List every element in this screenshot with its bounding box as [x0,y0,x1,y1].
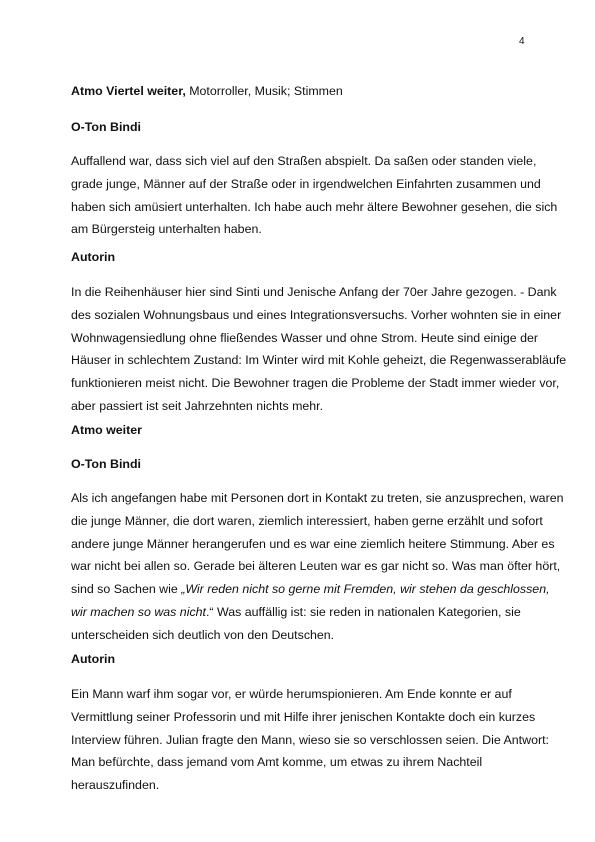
atmo-cue-1-description: Motorroller, Musik; Stimmen [185,84,343,98]
paragraph-line [71,601,551,624]
paragraph-line: war nicht bei allen so. Gerade bei älteren Leuten war es gar nicht so. Was man öfter hört, [71,559,561,574]
paragraph-line: des sozialen Wohnungsbaus und eines Integrationsversuchs. Vorher wohnten sie in einer [71,307,562,322]
quote-text: „Wir reden nicht so gerne mit Fremden, wir stehen da geschlossen, [181,582,550,597]
paragraph-text: sind so Sachen wie [71,582,182,597]
paragraph-line: Man befürchte, dass jemand vom Amt komme, um etwas zu ihrem Nachteil [71,755,483,770]
paragraph-1 [71,150,558,241]
paragraph-line: Interview führen. Julian fragte den Mann, wieso sie so verschlossen seien. Die Antwort: [71,732,549,747]
speaker-heading-1: O-Ton Bindi [71,120,141,134]
paragraph-line: Als ich angefangen habe mit Personen dort in Kontakt zu treten, sie anzusprechen, waren [71,491,564,505]
paragraph-line: aber passiert ist seit Jahrzehnten nichts mehr. [71,398,324,413]
paragraph-line: haben sich amüsiert unterhalten. Ich habe auch mehr ältere Bewohner gesehen, die sich [71,199,558,214]
paragraph-line: andere junge Männer herangerufen und es war eine ziemlich heitere Stimmung. Aber es [71,536,555,551]
atmo-cue-1 [71,80,551,103]
page-number: 4 [519,36,525,47]
speaker-heading-2: Autorin [71,250,116,264]
paragraph-line: Auffallend war, dass sich viel auf den Straßen abspielt. Da saßen oder standen viele, [71,154,537,168]
paragraph-line: unterscheiden sich deutlich von den Deutschen. [71,627,335,642]
paragraph-line: In die Reihenhäuser hier sind Sinti und Jenische Anfang der 70er Jahre gezogen. - Dank [71,285,557,299]
paragraph-line: Wohnwagensiedlung ohne fließendes Wasser und ohne Strom. Heute sind einige der [71,330,539,345]
speaker-heading-3: O-Ton Bindi [71,457,141,471]
paragraph-line: Häuser in schlechtem Zustand: Im Winter wird mit Kohle geheizt, die Regenwasserabläufe [71,353,567,368]
paragraph-line [71,578,551,601]
atmo-cue-1-label: Atmo Viertel weiter, [71,84,186,98]
paragraph-2 [71,281,567,418]
paragraph-text: .“ Was auffällig ist: sie reden in nationalen Kategorien, sie [205,604,521,619]
paragraph-line: funktionieren meist nicht. Die Bewohner tragen die Probleme der Stadt immer wieder vor, [71,376,560,391]
paragraph-line: grade junge, Männer auf der Straße oder in irgendwelchen Einfahrten zusammen und [71,176,541,191]
speaker-heading-4: Autorin [71,652,116,666]
paragraph-4 [71,683,551,797]
paragraph-line: die junge Männer, die dort waren, ziemlich interessiert, haben gerne erzählt und sofort [71,513,543,528]
atmo-cue-2: Atmo weiter [71,423,142,437]
quote-text: wir machen so was nicht [71,604,206,619]
paragraph-line: herauszufinden. [71,778,160,793]
paragraph-line: am Bürgersteig unterhalten haben. [71,222,262,237]
paragraph-line: Ein Mann warf ihm sogar vor, er würde herumspionieren. Am Ende konnte er auf [71,687,512,701]
paragraph-line: Vermittlung seiner Professorin und mit Hilfe ihrer jenischen Kontakte doch ein kurzes [71,709,536,724]
paragraph-3 [71,487,564,647]
